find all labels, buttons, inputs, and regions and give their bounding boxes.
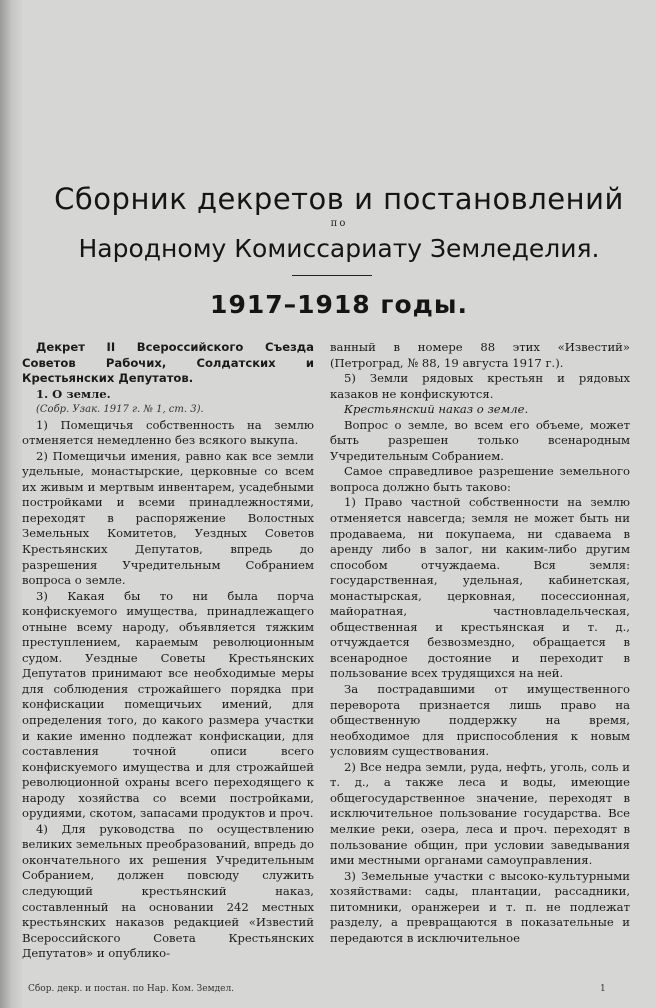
title-line-1: Сборник декретов и постановлений [54,182,624,216]
paragraph: 2) Помещичьи имения, равно как все земли удельные, монастырские, церковные со всем их живым и мертвым инвентарем, усадебными постройками и всеми принадлежностями, переходят в распоряжение Волостных Земельных Комитетов, Уездных Советов Крестьянских Депутатов, впредь до разрешения Учредительным Собранием вопроса о земле. [22,448,314,588]
left-column [22,340,314,962]
paragraph: 1) Право частной собственности на землю отменяется навсегда; земля не может быть ни продаваема, ни покупаема, ни сдаваема в аренду либо в залог, ни каким-либо другим способом отчуждаема. Вся земля: государственная, удельная, кабинетская, монастырская, церковная, посессионная, майоратная, частновладельческая, общественная и крестьянская и т. д., отчуждается безвозмездно, обращается в всенародное достояние и переходит в пользование всех трудящихся на ней. [330,495,630,681]
book-spine [0,0,22,1008]
paragraph: 3) Земельные участки с высоко-культурными хозяйствами: сады, плантации, рассадники, питомники, оранжереи и т. п. не подлежат разделу, а превращаются в показательные и передаются в исключительное [330,868,630,945]
document-page [22,0,656,1008]
paragraph: 3) Какая бы то ни была порча конфискуемого имущества, принадлежащего отныне всему народу, объявляется тяжким преступлением, караемым революционным судом. Уездные Советы Крестьянских Депутатов принимают все необходимые меры для соблюдения строжайшего порядка при конфискации помещичьих имений, для определения того, до какого размера участки и какие именно подлежат конфискации, для составления точной описи всего конфискуемого имущества и для строжайшей революционной охраны всего переходящего к народу хозяйства со всеми постройками, орудиями, скотом, запасами продуктов и проч. [22,588,314,821]
paragraph-continuation: ванный в номере 88 этих «Известий» (Петроград, № 88, 19 августа 1917 г.). [330,340,630,370]
source-citation: (Собр. Узак. 1917 г. № 1, ст. 3). [36,404,204,416]
nakaz-heading: Крестьянский наказ о земле. [344,402,529,417]
paragraph: 5) Земли рядовых крестьян и рядовых казаков не конфискуются. [330,371,630,401]
page-number: 1 [600,984,606,994]
title-po: по [330,218,348,229]
title-line-2: Народному Комиссариату Земледелия. [78,234,600,263]
section-heading: 1. О земле. [36,386,111,401]
paragraph: 4) Для руководства по осуществлению великих земельных преобразований, впредь до окончательного их решения Учредительным Собранием, должен повсюду служить следующий крестьянский наказ, составленный на основании 242 местных крестьянских наказов редакцией «Известий Всероссийского Совета Крестьянских Депутатов» и опублико- [22,821,314,961]
paragraph: 2) Все недра земли, руда, нефть, уголь, соль и т. д., а также леса и воды, имеющие общегосударственное значение, переходят в исключительное пользование государства. Все мелкие реки, озера, леса и проч. переходят в пользование общин, при условии заведывания ими местными органами самоуправления. [330,759,630,868]
title-rule [292,275,372,276]
right-column [330,340,630,946]
decree-heading: Декрет II Всероссийского Съезда Советов Рабочих, Солдатских и Крестьянских Депутатов. [22,340,314,385]
paragraph: 1) Помещичья собственность на землю отменяется немедленно без всякого выкупа. [22,417,314,448]
paragraph: Самое справедливое разрешение земельного вопроса должно быть таково: [330,464,630,494]
title-years: 1917–1918 годы. [210,290,468,319]
paragraph: Вопрос о земле, во всем его объеме, может быть разрешен только всенародным Учредительным Собранием. [330,417,630,463]
footer-signature: Сбор. декр. и постан. по Нар. Ком. Земдел. [28,984,235,994]
paragraph: За пострадавшими от имущественного переворота признается лишь право на общественную поддержку на время, необходимое для приспособления к новым условиям существования. [330,682,630,759]
